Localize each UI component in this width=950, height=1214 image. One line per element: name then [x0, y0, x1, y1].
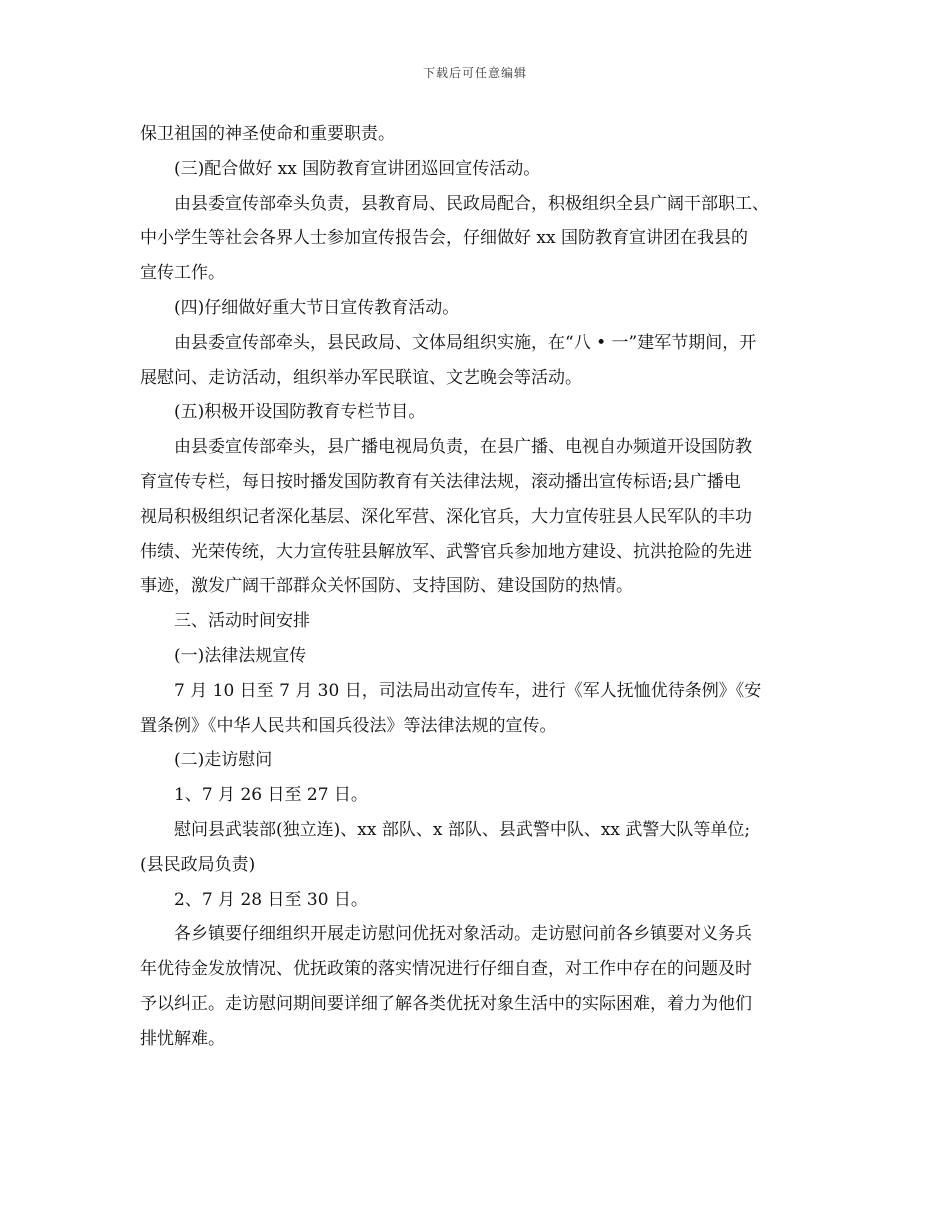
- paragraph: [140, 187, 812, 291]
- text-line: 展慰问、走访活动，组织举办军民联谊、文艺晚会等活动。: [140, 367, 582, 388]
- paragraph: [140, 639, 812, 674]
- text-line: (五)积极开设国防教育专栏节目。: [174, 402, 426, 423]
- paragraph: [140, 674, 812, 744]
- text-line: 1、7 月 26 日至 27 日。: [174, 785, 368, 806]
- text-line: 伟绩、光荣传统，大力宣传驻县解放军、武警官兵参加地方建设、抗洪抢险的先进: [140, 541, 752, 562]
- text-line: 育宣传专栏，每日按时播发国防教育有关法律法规，滚动播出宣传标语;县广播电: [140, 471, 741, 492]
- text-line: 7 月 10 日至 7 月 30 日，司法局出动宣传车，进行《军人抚恤优待条例》《安: [174, 680, 762, 701]
- text-line: 各乡镇要仔细组织开展走访慰问优抚对象活动。走访慰问前各乡镇要对义务兵: [174, 924, 752, 945]
- text-line: (四)仔细做好重大节日宣传教育活动。: [174, 297, 460, 318]
- text-line: (三)配合做好 xx 国防教育宣讲团巡回宣传活动。: [174, 158, 541, 179]
- text-line: 保卫祖国的神圣使命和重要职责。: [140, 124, 395, 144]
- text-line: 年优待金发放情况、优抚政策的落实情况进行仔细自查，对工作中存在的问题及时: [140, 959, 752, 980]
- text-line: 宣传工作。: [140, 263, 225, 284]
- paragraph: [140, 395, 812, 430]
- text-line: 三、活动时间安排: [174, 611, 310, 632]
- paragraph: [140, 430, 812, 604]
- text-line: (二)走访慰问: [174, 750, 273, 771]
- text-line: 置条例》《中华人民共和国兵役法》等法律法规的宣传。: [140, 715, 557, 736]
- text-line: 中小学生等社会各界人士参加宣传报告会，仔细做好 xx 国防教育宣讲团在我县的: [140, 228, 748, 249]
- text-line: 2、7 月 28 日至 30 日。: [174, 889, 368, 910]
- page-header: 下载后可任意编辑: [422, 66, 527, 80]
- text-line: (县民政局负责): [140, 854, 256, 875]
- paragraph: [140, 813, 812, 883]
- paragraph: [140, 743, 812, 778]
- text-line: 视局积极组织记者深化基层、深化军营、深化官兵，大力宣传驻县人民军队的丰功: [140, 506, 752, 527]
- paragraph: [140, 883, 812, 918]
- paragraph: [140, 778, 812, 813]
- paragraph: [140, 291, 812, 326]
- text-line: 事迹，激发广阔干部群众关怀国防、支持国防、建设国防的热情。: [140, 576, 633, 597]
- paragraph: [140, 152, 812, 187]
- text-line: (一)法律法规宣传: [174, 645, 307, 666]
- text-line: 由县委宣传部牵头，县民政局、文体局组织实施，在“八 • 一”建军节期间，开: [174, 332, 757, 353]
- paragraph: [140, 326, 812, 396]
- text-line: 予以纠正。走访慰问期间要详细了解各类优抚对象生活中的实际困难，着力为他们: [140, 993, 752, 1014]
- paragraph: [140, 604, 812, 639]
- text-line: 排忧解难。: [140, 1028, 225, 1049]
- paragraph: [140, 917, 812, 1056]
- text-line: 由县委宣传部牵头负责，县教育局、民政局配合，积极组织全县广阔干部职工、: [174, 193, 769, 214]
- document-body: [140, 117, 812, 1057]
- paragraph: [140, 117, 812, 152]
- text-line: 由县委宣传部牵头，县广播电视局负责，在县广播、电视自办频道开设国防教: [174, 437, 752, 458]
- text-line: 慰问县武装部(独立连)、xx 部队、x 部队、县武警中队、xx 武警大队等单位;: [174, 819, 751, 840]
